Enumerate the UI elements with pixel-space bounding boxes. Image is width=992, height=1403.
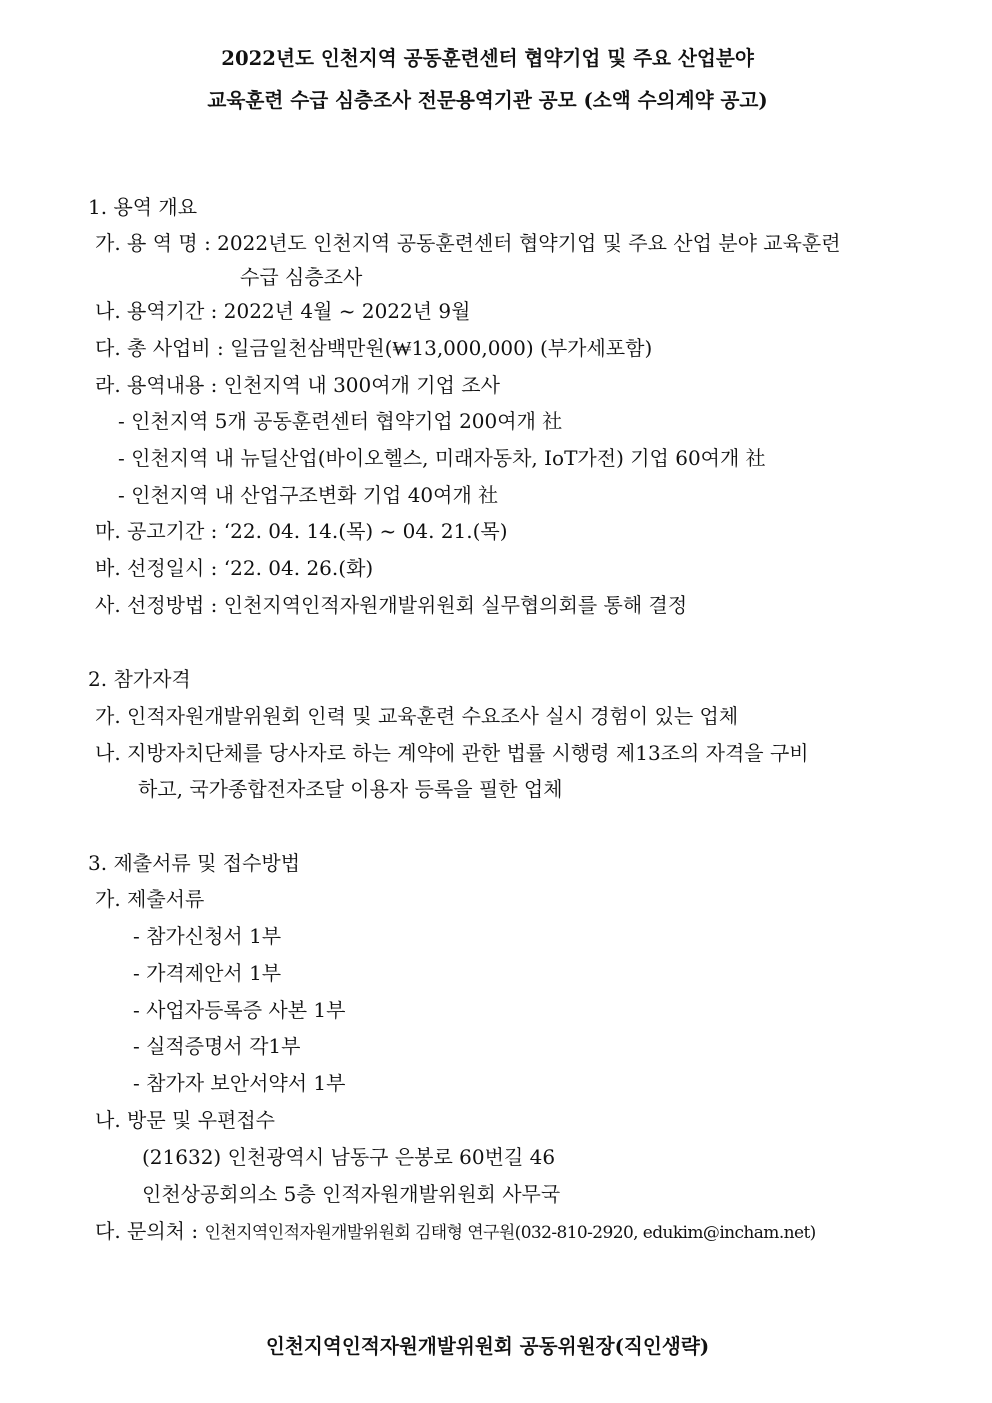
service-content: 라. 용역내용 : 인천지역 내 300여개 기업 조사 bbox=[95, 373, 500, 397]
service-period: 나. 용역기간 : 2022년 4월 ~ 2022년 9월 bbox=[95, 299, 471, 323]
selection-date: 바. 선정일시 : ‘22. 04. 26.(화) bbox=[95, 556, 374, 580]
section-3-heading: 3. 제출서류 및 접수방법 bbox=[88, 851, 301, 875]
total-budget: 다. 총 사업비 : 일금일천삼백만원(₩13,000,000) (부가세포함) bbox=[95, 336, 653, 360]
document-item-1: - 참가신청서 1부 bbox=[133, 924, 282, 948]
documents-heading: 가. 제출서류 bbox=[95, 887, 205, 911]
contact-row bbox=[95, 1218, 816, 1246]
document-title-line-1: 2022년도 인천지역 공동훈련센터 협약기업 및 주요 산업분야 bbox=[221, 46, 754, 70]
service-content-item-2: - 인천지역 내 뉴딜산업(바이오헬스, 미래자동차, IoT가전) 기업 60여개 社 bbox=[118, 446, 766, 470]
section-1-heading: 1. 용역 개요 bbox=[88, 195, 198, 219]
announcement-period: 마. 공고기간 : ‘22. 04. 14.(목) ~ 04. 21.(목) bbox=[95, 519, 508, 543]
document-title-line-2: 교육훈련 수급 심층조사 전문용역기관 공모 (소액 수의계약 공고) bbox=[207, 88, 768, 112]
qualification-b: 나. 지방자치단체를 당사자로 하는 계약에 관한 법률 시행령 제13조의 자격을 구비 bbox=[95, 741, 809, 765]
document-item-2: - 가격제안서 1부 bbox=[133, 961, 282, 985]
service-name-row bbox=[95, 230, 841, 256]
submission-method-heading: 나. 방문 및 우편접수 bbox=[95, 1108, 275, 1132]
section-2-heading: 2. 참가자격 bbox=[88, 667, 191, 691]
document-item-4: - 실적증명서 각1부 bbox=[133, 1034, 301, 1058]
document-item-3: - 사업자등록증 사본 1부 bbox=[133, 998, 346, 1022]
contact-label: 다. 문의처 : bbox=[95, 1219, 205, 1243]
service-name-value: 2022년도 인천지역 공동훈련센터 협약기업 및 주요 산업 분야 교육훈련 bbox=[217, 231, 841, 255]
selection-method: 사. 선정방법 : 인천지역인적자원개발위원회 실무협의회를 통해 결정 bbox=[95, 593, 688, 617]
service-name-continuation: 수급 심층조사 bbox=[240, 265, 363, 289]
service-content-item-1: - 인천지역 5개 공동훈련센터 협약기업 200여개 社 bbox=[118, 409, 563, 433]
service-content-item-3: - 인천지역 내 산업구조변화 기업 40여개 社 bbox=[118, 483, 499, 507]
service-name-label: 가. 용 역 명 : bbox=[95, 231, 218, 255]
issuer-signature-line: 인천지역인적자원개발위원회 공동위원장(직인생략) bbox=[265, 1334, 710, 1358]
submission-address-line-1: (21632) 인천광역시 남동구 은봉로 60번길 46 bbox=[142, 1145, 556, 1169]
qualification-a: 가. 인적자원개발위원회 인력 및 교육훈련 수요조사 실시 경험이 있는 업체 bbox=[95, 704, 739, 728]
submission-address-line-2: 인천상공회의소 5층 인적자원개발위원회 사무국 bbox=[142, 1182, 561, 1206]
document-item-5: - 참가자 보안서약서 1부 bbox=[133, 1071, 346, 1095]
contact-value: 인천지역인적자원개발위원회 김태형 연구원(032-810-2920, edukim@incham.net) bbox=[204, 1223, 816, 1243]
qualification-b-continuation: 하고, 국가종합전자조달 이용자 등록을 필한 업체 bbox=[138, 777, 563, 801]
